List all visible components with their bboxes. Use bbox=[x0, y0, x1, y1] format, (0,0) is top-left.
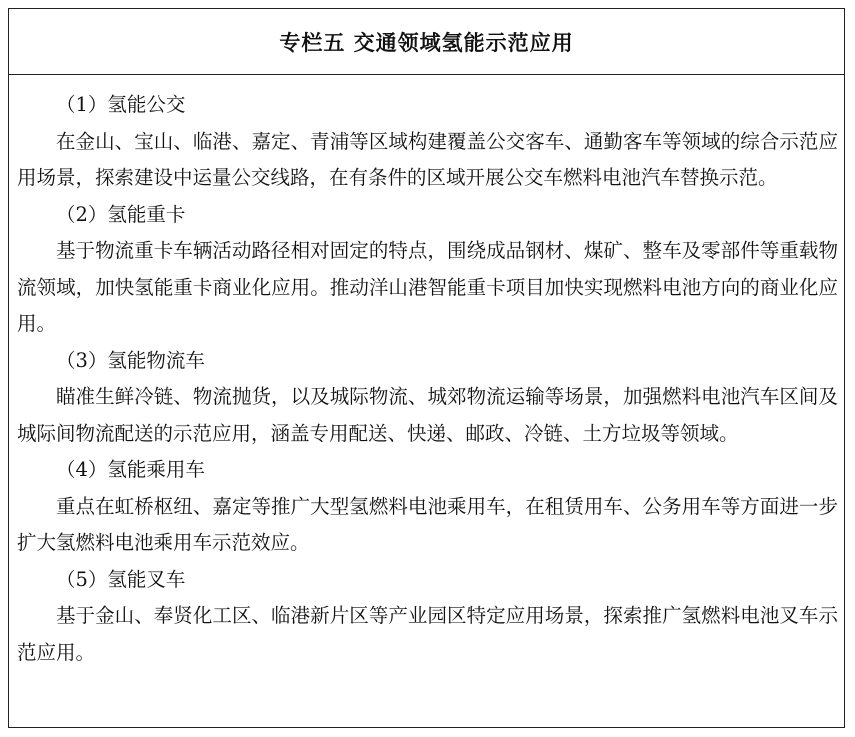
section-heading-passenger-car: （4）氢能乘用车 bbox=[56, 458, 205, 481]
section-heading-logistics: （3）氢能物流车 bbox=[56, 348, 205, 372]
section-text-heavy-truck: 基于物流重卡车辆活动路径相对固定的特点，围绕成品钢材、煤矿、整车及零部件等重载物流领域，加快氢能重卡商业化应用。推动洋山港智能重卡项目加快实现燃料电池方向的商业化应用。 bbox=[17, 239, 838, 335]
column-body bbox=[9, 75, 844, 671]
section-text-logistics: 瞄准生鲜冷链、物流抛货，以及城际物流、城郊物流运输等场景，加强燃料电池汽车区间及城际间物流配送的示范应用，涵盖专用配送、快递、邮政、冷链、土方垃圾等领域。 bbox=[17, 385, 838, 445]
section-heading-heavy-truck: （2）氢能重卡 bbox=[56, 202, 186, 226]
section-text-forklift: 基于金山、奉贤化工区、临港新片区等产业园区特定应用场景，探索推广氢燃料电池叉车示范应用。 bbox=[17, 604, 838, 664]
column-title: 专栏五 交通领域氢能示范应用 bbox=[279, 30, 574, 55]
section-text-passenger-car: 重点在虹桥枢纽、嘉定等推广大型氢燃料电池乘用车，在租赁用车、公务用车等方面进一步扩大氢燃料电池乘用车示范效应。 bbox=[17, 494, 838, 554]
column-box bbox=[8, 8, 845, 728]
column-header bbox=[9, 9, 844, 75]
section-heading-forklift: （5）氢能叉车 bbox=[56, 567, 186, 591]
section-heading-bus: （1）氢能公交 bbox=[56, 93, 186, 116]
section-text-bus: 在金山、宝山、临港、嘉定、青浦等区域构建覆盖公交客车、通勤客车等领域的综合示范应用场景，探索建设中运量公交线路，在有条件的区域开展公交车燃料电池汽车替换示范。 bbox=[17, 129, 838, 189]
